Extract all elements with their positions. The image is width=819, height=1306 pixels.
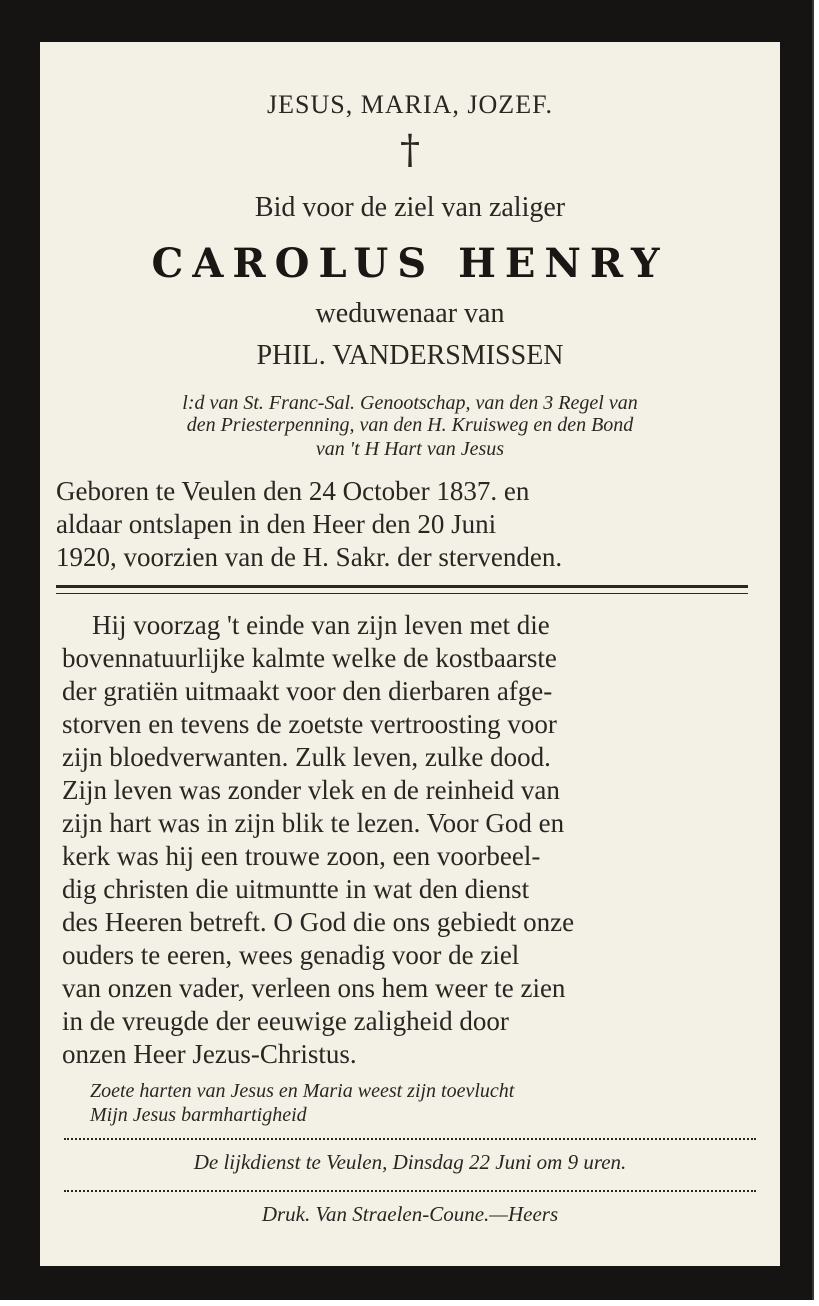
divider-thick — [56, 585, 748, 588]
prayer-line: Mijn Jesus barmhartigheid — [90, 1104, 307, 1126]
birth-death-line: Geboren te Veulen den 24 October 1837. en — [56, 476, 530, 506]
divider-thin — [56, 593, 748, 594]
eulogy-line: zijn bloedverwanten. Zulk leven, zulke dood. — [62, 742, 551, 772]
eulogy-line: des Heeren betreft. O God die ons gebiedt onze — [62, 907, 575, 937]
eulogy-line: in de vreugde der eeuwige zaligheid door — [62, 1006, 509, 1036]
eulogy-line: onzen Heer Jezus-Christus. — [62, 1039, 357, 1069]
eulogy-line: van onzen vader, verleen ons hem weer te zien — [62, 973, 566, 1003]
eulogy-line: Zijn leven was zonder vlek en de reinheid van — [62, 775, 560, 805]
prayer-line: Zoete harten van Jesus en Maria weest zijn toevlucht — [90, 1080, 515, 1102]
printer-credit: Druk. Van Straelen-Coune.—Heers — [261, 1202, 559, 1226]
cross-icon: † — [400, 127, 420, 173]
birth-death-line: aldaar ontslapen in den Heer den 20 Juni — [56, 509, 497, 539]
header-invocation: JESUS, MARIA, JOZEF. — [267, 90, 553, 119]
eulogy-line: bovennatuurlijke kalmte welke de kostbaarste — [62, 643, 557, 673]
spouse-name: PHIL. VANDERSMISSEN — [256, 340, 564, 371]
eulogy-line: storven en tevens de zoetste vertroosting voor — [62, 709, 557, 739]
dotted-divider — [64, 1190, 756, 1192]
dotted-divider — [64, 1138, 756, 1140]
eulogy-line: zijn hart was in zijn blik te lezen. Voor God en — [62, 808, 565, 838]
funeral-notice: De lijkdienst te Veulen, Dinsdag 22 Juni om 9 uren. — [193, 1150, 627, 1174]
birth-death-line: 1920, voorzien van de H. Sakr. der stervenden. — [56, 542, 563, 572]
association-line: l:d van St. Franc-Sal. Genootschap, van den 3 Regel van — [182, 392, 638, 414]
eulogy-line: kerk was hij een trouwe zoon, een voorbeel- — [62, 841, 541, 871]
card-paper — [40, 42, 780, 1266]
association-line: den Priesterpenning, van den H. Kruisweg en den Bond — [186, 414, 634, 436]
association-line: van 't H Hart van Jesus — [315, 438, 505, 460]
eulogy-line: der gratiën uitmaakt voor den dierbaren afge- — [62, 676, 553, 706]
eulogy-line: dig christen die uitmuntte in wat den dienst — [62, 874, 530, 904]
deceased-name: CAROLUS HENRY — [151, 240, 669, 287]
eulogy-line: ouders te eeren, wees genadig voor de ziel — [62, 940, 520, 970]
eulogy-line: Hij voorzag 't einde van zijn leven met die — [92, 610, 550, 640]
relation-text: weduwenaar van — [315, 298, 505, 329]
prayer-request: Bid voor de ziel van zaliger — [254, 192, 566, 223]
